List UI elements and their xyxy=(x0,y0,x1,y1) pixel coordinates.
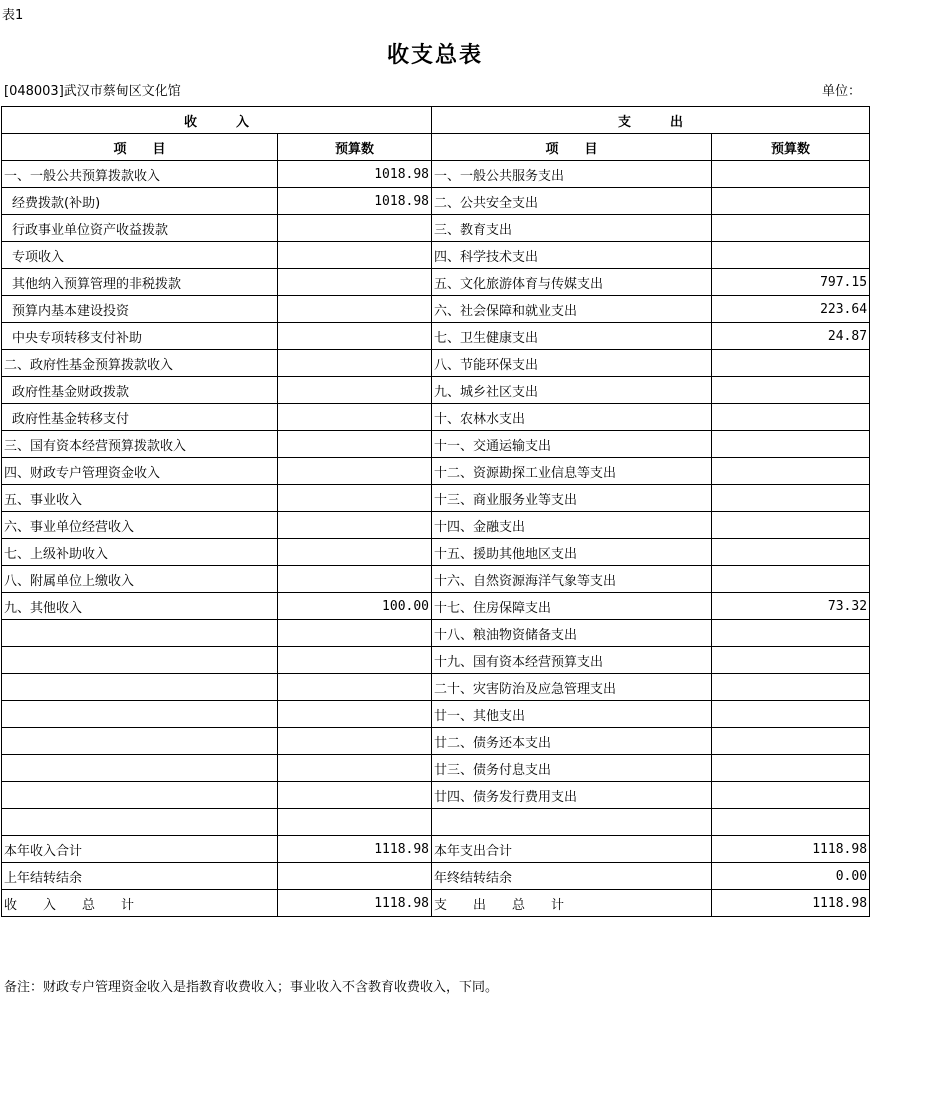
income-value-cell xyxy=(278,620,432,647)
table-row xyxy=(2,485,870,512)
expense-value-cell xyxy=(712,755,870,782)
expense-value-cell xyxy=(712,620,870,647)
income-item-cell: 政府性基金转移支付 xyxy=(2,404,278,431)
expense-item-cell: 廿二、债务还本支出 xyxy=(432,728,712,755)
table-row xyxy=(2,890,870,917)
expense-item-cell: 廿三、债务付息支出 xyxy=(432,755,712,782)
expense-value-cell xyxy=(712,377,870,404)
income-item-cell xyxy=(2,674,278,701)
expense-value-cell xyxy=(712,485,870,512)
table-row xyxy=(2,161,870,188)
unit-label: 单位： xyxy=(822,84,862,99)
table-row xyxy=(2,431,870,458)
income-item-cell: 一、一般公共预算拨款收入 xyxy=(2,161,278,188)
income-value-cell xyxy=(278,782,432,809)
table-row xyxy=(2,188,870,215)
expense-item-cell: 四、科学技术支出 xyxy=(432,242,712,269)
income-value-cell xyxy=(278,269,432,296)
expense-item-cell: 年终结转结余 xyxy=(432,863,712,890)
income-item-cell xyxy=(2,728,278,755)
expense-value-cell xyxy=(712,242,870,269)
expense-item-cell: 十九、国有资本经营预算支出 xyxy=(432,647,712,674)
expense-item-header: 项 目 xyxy=(432,134,712,161)
income-value-cell: 100.00 xyxy=(278,593,432,620)
expense-value-cell xyxy=(712,782,870,809)
expense-value-cell: 1118.98 xyxy=(712,890,870,917)
expense-item-cell: 廿四、债务发行费用支出 xyxy=(432,782,712,809)
table-row xyxy=(2,350,870,377)
expense-item-cell: 十二、资源勘探工业信息等支出 xyxy=(432,458,712,485)
expense-item-cell: 十五、援助其他地区支出 xyxy=(432,539,712,566)
table-row xyxy=(2,404,870,431)
expense-item-cell: 九、城乡社区支出 xyxy=(432,377,712,404)
expense-item-cell: 七、卫生健康支出 xyxy=(432,323,712,350)
income-item-cell: 收 入 总 计 xyxy=(2,890,278,917)
income-item-header: 项 目 xyxy=(2,134,278,161)
expense-budget-header: 预算数 xyxy=(712,134,870,161)
table-row xyxy=(2,809,870,836)
income-item-cell: 六、事业单位经营收入 xyxy=(2,512,278,539)
table-row xyxy=(2,539,870,566)
expense-value-cell: 0.00 xyxy=(712,863,870,890)
table-row xyxy=(2,647,870,674)
income-value-cell: 1018.98 xyxy=(278,188,432,215)
expense-item-cell: 二十、灾害防治及应急管理支出 xyxy=(432,674,712,701)
income-item-cell xyxy=(2,701,278,728)
expense-value-cell xyxy=(712,674,870,701)
table-row xyxy=(2,701,870,728)
expense-item-cell: 三、教育支出 xyxy=(432,215,712,242)
income-value-cell xyxy=(278,728,432,755)
expense-item-cell xyxy=(432,809,712,836)
page-title: 收支总表 xyxy=(386,42,483,68)
expense-value-cell xyxy=(712,647,870,674)
income-value-cell: 1118.98 xyxy=(278,836,432,863)
income-value-cell xyxy=(278,404,432,431)
section-header-row xyxy=(2,107,870,134)
income-item-cell: 本年收入合计 xyxy=(2,836,278,863)
income-item-cell xyxy=(2,809,278,836)
expense-item-cell: 一、一般公共服务支出 xyxy=(432,161,712,188)
income-item-cell: 二、政府性基金预算拨款收入 xyxy=(2,350,278,377)
expense-item-cell: 十六、自然资源海洋气象等支出 xyxy=(432,566,712,593)
expense-item-cell: 支 出 总 计 xyxy=(432,890,712,917)
expense-item-cell: 十四、金融支出 xyxy=(432,512,712,539)
income-value-cell: 1018.98 xyxy=(278,161,432,188)
income-item-cell: 四、财政专户管理资金收入 xyxy=(2,458,278,485)
expense-item-cell: 十七、住房保障支出 xyxy=(432,593,712,620)
income-value-cell xyxy=(278,674,432,701)
income-item-cell xyxy=(2,620,278,647)
income-item-cell: 中央专项转移支付补助 xyxy=(2,323,278,350)
expense-value-cell xyxy=(712,512,870,539)
income-value-cell xyxy=(278,701,432,728)
table-row xyxy=(2,215,870,242)
table-row xyxy=(2,728,870,755)
income-item-cell: 七、上级补助收入 xyxy=(2,539,278,566)
unit-name: [048003]武汉市蔡甸区文化馆 xyxy=(4,84,181,99)
expense-value-cell xyxy=(712,188,870,215)
income-item-cell: 其他纳入预算管理的非税拨款 xyxy=(2,269,278,296)
income-value-cell xyxy=(278,512,432,539)
table-row xyxy=(2,782,870,809)
income-value-cell xyxy=(278,431,432,458)
income-item-cell: 上年结转结余 xyxy=(2,863,278,890)
table-row xyxy=(2,458,870,485)
column-header-row xyxy=(2,134,870,161)
expense-item-cell: 十八、粮油物资储备支出 xyxy=(432,620,712,647)
income-value-cell xyxy=(278,215,432,242)
income-value-cell xyxy=(278,539,432,566)
expense-value-cell xyxy=(712,431,870,458)
income-value-cell xyxy=(278,458,432,485)
expense-value-cell: 797.15 xyxy=(712,269,870,296)
expense-value-cell xyxy=(712,161,870,188)
income-value-cell xyxy=(278,809,432,836)
income-item-cell: 三、国有资本经营预算拨款收入 xyxy=(2,431,278,458)
table-row xyxy=(2,836,870,863)
footnote: 备注：财政专户管理资金收入是指教育收费收入；事业收入不含教育收费收入，下同。 xyxy=(4,980,499,995)
income-value-cell xyxy=(278,377,432,404)
income-value-cell xyxy=(278,566,432,593)
expense-value-cell xyxy=(712,350,870,377)
expense-item-cell: 十三、商业服务业等支出 xyxy=(432,485,712,512)
expense-value-cell: 223.64 xyxy=(712,296,870,323)
expense-value-cell xyxy=(712,404,870,431)
income-item-cell xyxy=(2,647,278,674)
table-row xyxy=(2,296,870,323)
expense-header: 支 出 xyxy=(432,107,870,134)
income-value-cell xyxy=(278,863,432,890)
expense-item-cell: 五、文化旅游体育与传媒支出 xyxy=(432,269,712,296)
table-row xyxy=(2,512,870,539)
expense-item-cell: 十、农林水支出 xyxy=(432,404,712,431)
expense-item-cell: 二、公共安全支出 xyxy=(432,188,712,215)
expense-value-cell xyxy=(712,566,870,593)
expense-item-cell: 廿一、其他支出 xyxy=(432,701,712,728)
expense-value-cell xyxy=(712,728,870,755)
income-value-cell xyxy=(278,323,432,350)
expense-value-cell: 1118.98 xyxy=(712,836,870,863)
expense-value-cell xyxy=(712,701,870,728)
income-budget-header: 预算数 xyxy=(278,134,432,161)
table-row xyxy=(2,242,870,269)
income-value-cell xyxy=(278,296,432,323)
table-row xyxy=(2,755,870,782)
table-row xyxy=(2,377,870,404)
income-value-cell: 1118.98 xyxy=(278,890,432,917)
income-item-cell: 九、其他收入 xyxy=(2,593,278,620)
expense-item-cell: 本年支出合计 xyxy=(432,836,712,863)
table-row xyxy=(2,269,870,296)
income-value-cell xyxy=(278,242,432,269)
table-row xyxy=(2,620,870,647)
expense-value-cell xyxy=(712,539,870,566)
table-row xyxy=(2,593,870,620)
income-item-cell: 行政事业单位资产收益拨款 xyxy=(2,215,278,242)
expense-value-cell xyxy=(712,458,870,485)
table-row xyxy=(2,863,870,890)
expense-value-cell: 24.87 xyxy=(712,323,870,350)
budget-table xyxy=(1,106,870,917)
income-value-cell xyxy=(278,350,432,377)
income-item-cell: 专项收入 xyxy=(2,242,278,269)
table-row xyxy=(2,323,870,350)
expense-item-cell: 八、节能环保支出 xyxy=(432,350,712,377)
expense-item-cell: 六、社会保障和就业支出 xyxy=(432,296,712,323)
income-item-cell: 五、事业收入 xyxy=(2,485,278,512)
expense-value-cell xyxy=(712,215,870,242)
income-item-cell: 政府性基金财政拨款 xyxy=(2,377,278,404)
income-value-cell xyxy=(278,755,432,782)
expense-value-cell xyxy=(712,809,870,836)
income-item-cell xyxy=(2,755,278,782)
income-item-cell: 八、附属单位上缴收入 xyxy=(2,566,278,593)
table-row xyxy=(2,566,870,593)
income-item-cell xyxy=(2,782,278,809)
table-row xyxy=(2,674,870,701)
income-item-cell: 经费拨款(补助) xyxy=(2,188,278,215)
income-value-cell xyxy=(278,647,432,674)
income-header: 收 入 xyxy=(2,107,432,134)
expense-item-cell: 十一、交通运输支出 xyxy=(432,431,712,458)
income-value-cell xyxy=(278,485,432,512)
income-item-cell: 预算内基本建设投资 xyxy=(2,296,278,323)
expense-value-cell: 73.32 xyxy=(712,593,870,620)
sheet-tag: 表1 xyxy=(2,8,24,23)
